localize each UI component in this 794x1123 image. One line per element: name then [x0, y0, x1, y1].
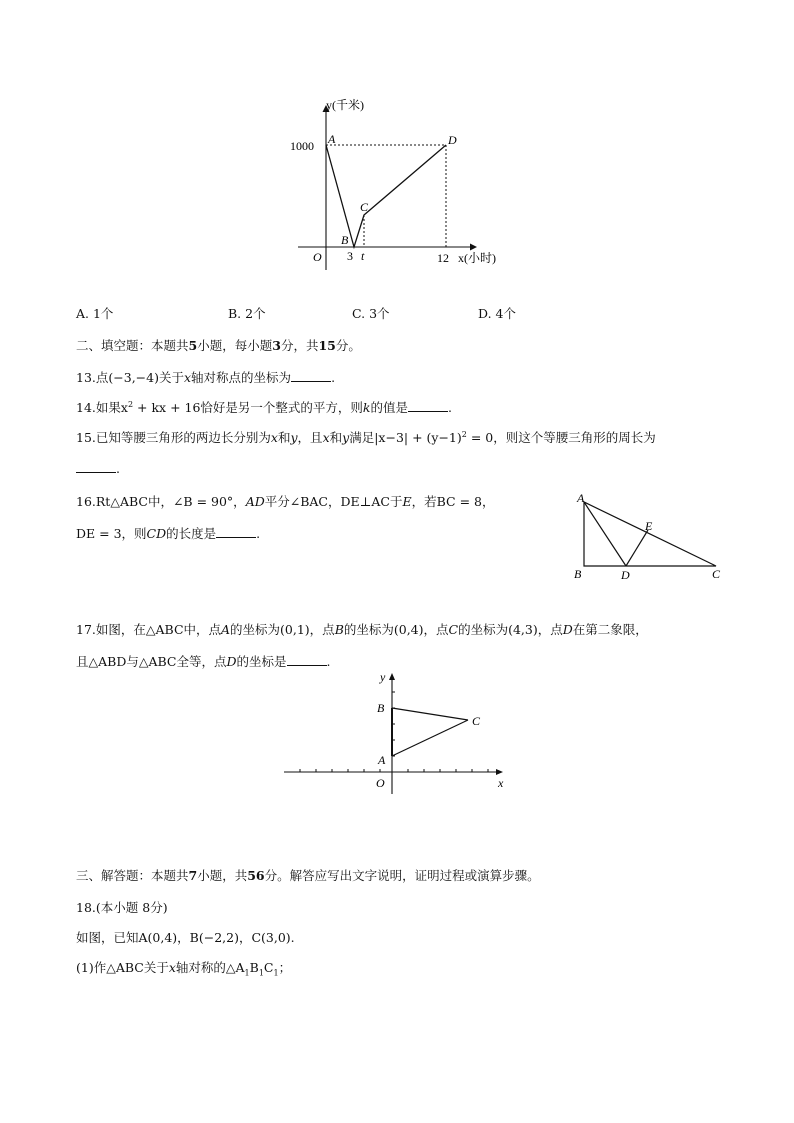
q16-ad: AD — [245, 494, 265, 509]
question-18-line1: 如图，已知A(0,4)，B(−2,2)，C(3,0). — [76, 930, 295, 945]
q16-num: 16. — [76, 494, 96, 509]
section-2-title — [76, 336, 361, 354]
fig17-y-label: y — [380, 670, 386, 684]
question-17 — [76, 620, 648, 638]
fig16-B: B — [574, 567, 582, 581]
fig16-D: D — [621, 568, 630, 582]
section-2-title-post: 分。 — [335, 338, 361, 353]
q14-answer-blank[interactable] — [408, 399, 448, 412]
x-tick-t: t — [361, 249, 365, 263]
q17-text5: 在第二象限， — [572, 622, 648, 637]
q15-answer-blank[interactable] — [76, 460, 116, 473]
section-3-title-pre: 三、解答题：本题共 — [76, 868, 189, 883]
q18-c-letter: C — [263, 960, 274, 975]
section-3-title — [76, 866, 540, 884]
fig17-C: C — [472, 714, 481, 728]
fig17-segment-BC — [392, 708, 468, 720]
q17-line2-d: D — [226, 654, 237, 669]
q18-part1-pre: (1)作△ABC关于 — [76, 960, 169, 975]
q15-var-y2: y — [342, 430, 350, 445]
fig17-B: B — [377, 701, 385, 715]
question-13: 13.点(−3,−4)关于x轴对称点的坐标为 . — [76, 370, 336, 385]
point-C-label: C — [360, 200, 369, 214]
q18-header: (本小题 8分) — [95, 900, 168, 915]
q17-a: A — [221, 622, 231, 637]
q16-line2-text1: DE = 3，则 — [76, 526, 147, 541]
question-18-header — [76, 898, 168, 916]
q16-text2: 平分∠BAC，DE⊥AC于 — [264, 494, 403, 509]
x-axis-label: x(小时) — [458, 251, 496, 265]
q18-sub2: 1 — [258, 968, 264, 978]
q17-text4: 的坐标为(4,3)，点 — [458, 622, 563, 637]
fig17-x-arrow — [496, 769, 503, 775]
question-17-line2: 且△ABD与△ABC全等，点D的坐标是 . — [76, 654, 331, 669]
graph-polyline — [326, 145, 446, 247]
q17-c: C — [448, 622, 459, 637]
y-axis-label: y(千米) — [326, 98, 364, 112]
q14-text1: 如果x — [95, 400, 128, 415]
choice-b: B. 2个 — [228, 306, 266, 321]
point-D-label: D — [448, 133, 457, 147]
q18-sub1: 1 — [244, 968, 250, 978]
section-2-count: 5 — [188, 338, 198, 353]
point-A-label: A — [328, 132, 336, 146]
q16-e: E — [402, 494, 412, 509]
fig16-A: A — [577, 491, 585, 505]
q18-b-letter: B — [249, 960, 259, 975]
triangle-ABC — [584, 502, 716, 566]
fig17-x-label: x — [498, 776, 504, 790]
choice-c: C. 3个 — [352, 306, 390, 321]
q16-answer-blank[interactable] — [216, 525, 256, 538]
q14-exp: 2 — [127, 399, 134, 409]
q15-text5: 满足|x−3| + (y−1) — [349, 430, 462, 445]
q14-text2: + kx + 16恰好是另一个整式的平方，则 — [133, 400, 363, 415]
q13-text2: 轴对称点的坐标为 — [191, 370, 292, 385]
q14-text3: 的值是 — [370, 400, 409, 415]
q16-text1: Rt△ABC中，∠B = 90°， — [95, 494, 246, 509]
q15-num: 15. — [76, 430, 96, 445]
q16-cd: CD — [146, 526, 167, 541]
q15-var-y: y — [290, 430, 298, 445]
q18-num: 18. — [76, 900, 96, 915]
q16-text3: ，若BC = 8， — [411, 494, 495, 509]
q14-num: 14. — [76, 400, 96, 415]
q18-end: ； — [278, 960, 292, 975]
fig16-E: E — [645, 519, 653, 533]
distance-time-graph — [280, 92, 520, 272]
fig17-origin: O — [376, 776, 385, 790]
choice-d: D. 4个 — [478, 306, 516, 321]
fig17-A: A — [378, 753, 386, 767]
q13-answer-blank[interactable] — [291, 369, 331, 382]
q17-line2-text1: 且△ABD与△ABC全等，点 — [76, 654, 227, 669]
origin-label: O — [313, 250, 322, 264]
question-14: 14.如果$x^2$ + kx + 16恰好是另一个整式的平方，则k的值是 . — [76, 399, 452, 415]
section-2-title-pre: 二、填空题：本题共 — [76, 338, 189, 353]
fig16-C: C — [712, 567, 721, 581]
x-tick-12: 12 — [437, 251, 449, 265]
q15-text4: 和 — [329, 430, 343, 445]
point-B-label: B — [341, 233, 349, 247]
q15-exp: 2 — [461, 429, 467, 439]
q15-var-x: x — [270, 430, 278, 445]
section-3-count: 7 — [188, 868, 198, 883]
q15-text6: = 0，则这个等腰三角形的周长为 — [466, 430, 656, 445]
fig17-segment-AC — [392, 720, 468, 756]
q16-line2-text2: 的长度是 — [166, 526, 217, 541]
q15-text3: ，且 — [297, 430, 323, 445]
q18-sub3: 1 — [273, 968, 279, 978]
q18-part1-post: 轴对称的△A — [175, 960, 245, 975]
fig17-y-arrow — [389, 673, 395, 680]
q17-d: D — [562, 622, 573, 637]
q15-line2: . — [76, 460, 120, 476]
question-18-part1 — [76, 958, 291, 976]
section-3-title-mid: 小题，共 — [197, 868, 248, 883]
q14-var: k — [362, 400, 371, 415]
q17-text2: 的坐标为(0,1)，点 — [230, 622, 335, 637]
x-axis-arrow — [470, 244, 477, 251]
coordinate-figure-17 — [278, 666, 518, 796]
section-2-total: 15 — [318, 338, 336, 353]
q13-var: x — [183, 370, 192, 385]
q17-line2-text2: 的坐标是 — [236, 654, 287, 669]
q17-num: 17. — [76, 622, 96, 637]
q18-part1-var: x — [168, 960, 176, 975]
section-2-points-each: 3 — [272, 338, 281, 353]
section-2-title-mid: 小题，每小题 — [197, 338, 273, 353]
triangle-figure-16 — [568, 488, 728, 584]
q13-num: 13. — [76, 370, 96, 385]
y-tick-1000: 1000 — [290, 139, 314, 153]
question-15 — [76, 428, 656, 446]
q17-answer-blank[interactable] — [287, 653, 327, 666]
choice-a: A. 1个 — [76, 306, 114, 321]
section-3-title-post: 分。解答应写出文字说明，证明过程或演算步骤。 — [264, 868, 540, 883]
q15-text2: 和 — [277, 430, 291, 445]
section-3-total: 56 — [247, 868, 265, 883]
section-2-title-mid2: 分，共 — [280, 338, 319, 353]
x-tick-3: 3 — [347, 249, 353, 263]
q17-b: B — [334, 622, 344, 637]
question-16 — [76, 492, 494, 510]
question-16-line2: DE = 3，则CD的长度是 . — [76, 526, 261, 541]
q15-var-x2: x — [322, 430, 330, 445]
q15-text1: 已知等腰三角形的两边长分别为 — [95, 430, 271, 445]
segment-DE — [626, 530, 648, 566]
q17-text3: 的坐标为(0,4)，点 — [343, 622, 449, 637]
q17-text1: 如图，在△ABC中，点 — [95, 622, 222, 637]
q13-text1: 点(−3,−4)关于 — [95, 370, 184, 385]
